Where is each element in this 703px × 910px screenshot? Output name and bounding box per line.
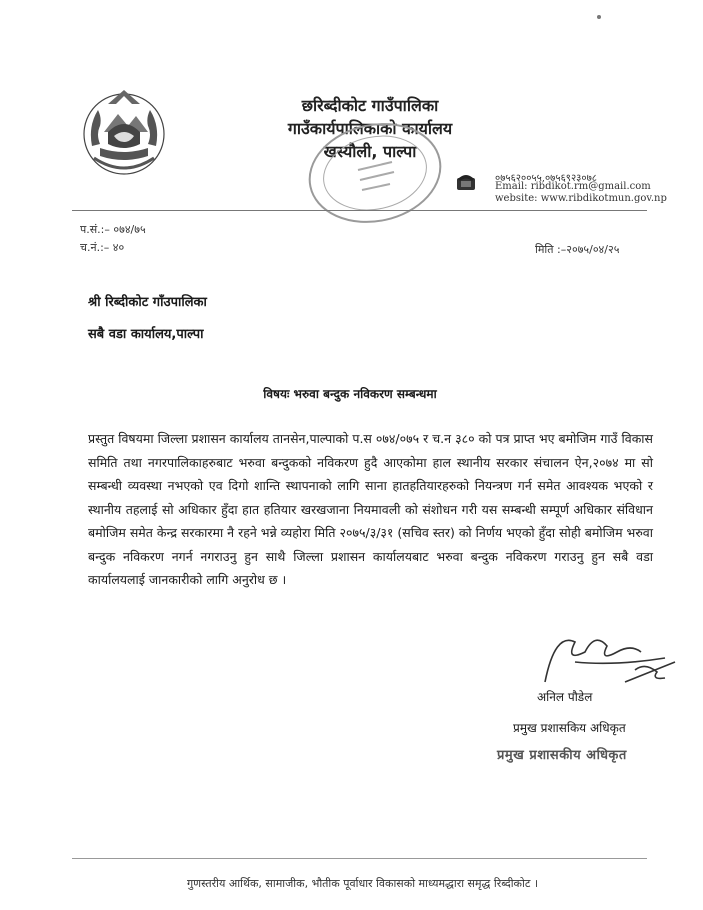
office-name: गाउँकार्यपालिकाको कार्यालय [287, 119, 453, 138]
government-emblem-icon [78, 86, 170, 178]
telephone-icon [455, 170, 477, 192]
patra-sankhya: प.सं.:– ०७४/७५ [80, 223, 146, 236]
contact-phone: ०७५६२००५५,०७५६९२३०७८ [495, 173, 597, 184]
org-name: छरिब्दीकोट गाउँपालिका [301, 96, 439, 115]
designation-stamp: प्रमुख प्रशासकीय अधिकृत [497, 748, 627, 763]
addressee-line-2: सबै वडा कार्यालय,पाल्पा [88, 327, 204, 342]
addressee-line-1: श्री रिब्दीकोट गाँउपालिका [88, 295, 207, 310]
scan-speck [597, 15, 601, 19]
signatory-name: अनिल पौडेल [537, 690, 593, 704]
letter-subject: विषयः भरुवा बन्दुक नविकरण सम्बन्धमा [263, 387, 437, 401]
footer-motto: गुणस्तरीय आर्थिक, सामाजीक, भौतीक पूर्वाधार विकासको माध्यमद्धारा समृद्ध रिब्दीकोट । [186, 877, 539, 890]
header-divider [72, 210, 647, 211]
office-location: खस्यौली, पाल्पा [323, 142, 417, 161]
contact-website: website: www.ribdikotmun.gov.np [495, 193, 667, 204]
footer-divider [72, 858, 647, 859]
signatory-title: प्रमुख प्रशासकिय अधिकृत [513, 721, 626, 735]
letter-date: मिति :–२०७५/०४/२५ [535, 243, 620, 256]
office-seal-stamp [300, 118, 450, 228]
handwritten-signature [535, 622, 685, 692]
letter-body: प्रस्तुत विषयमा जिल्ला प्रशासन कार्यालय तानसेन,पाल्पाको प.स ०७४/०७५ र च.न ३८० को पत्र प्राप्त भए बमोजिम गाउँ विकास समिति तथा नगरपालिकाहरुबाट भरुवा बन्दुकको नविकरण हुदै आएकोमा हाल स्थानीय सरकार संचालन ऐन,२०७४ मा सो सम्बन्धी व्यवस्था नभएको एव दिगो शान्ति स्थापनाको लागि साना हातहतियारहरुको नियन्त्रण गर्न समेत आवश्यक भएको र स्थानीय तहलाई सो अधिकार हुँदा हात हतियार खरखजाना नियमावली को संशोधन गरी यस सम्बन्धी सम्पूर्ण अधिकार संविधान बमोजिम समेत केन्द्र सरकारमा नै रहने भन्ने व्यहोरा मिति २०७५/३/३१ (सचिव स्तर) को निर्णय भएको हुँदा सोही बमोजिम भरुवा बन्दुक नविकरण नगर्न नगराउनु हुन साथै जिल्ला प्रशासन कार्यालयबाट भरुवा बन्दुक नविकरण गराउनु हुन सबै वडा कार्यालयलाई जानकारीको लागि अनुरोध छ । [88, 431, 653, 587]
contact-email: Email: ribdikot.rm@gmail.com [495, 181, 651, 192]
chalani-number: च.नं.:– ४० [80, 241, 125, 254]
